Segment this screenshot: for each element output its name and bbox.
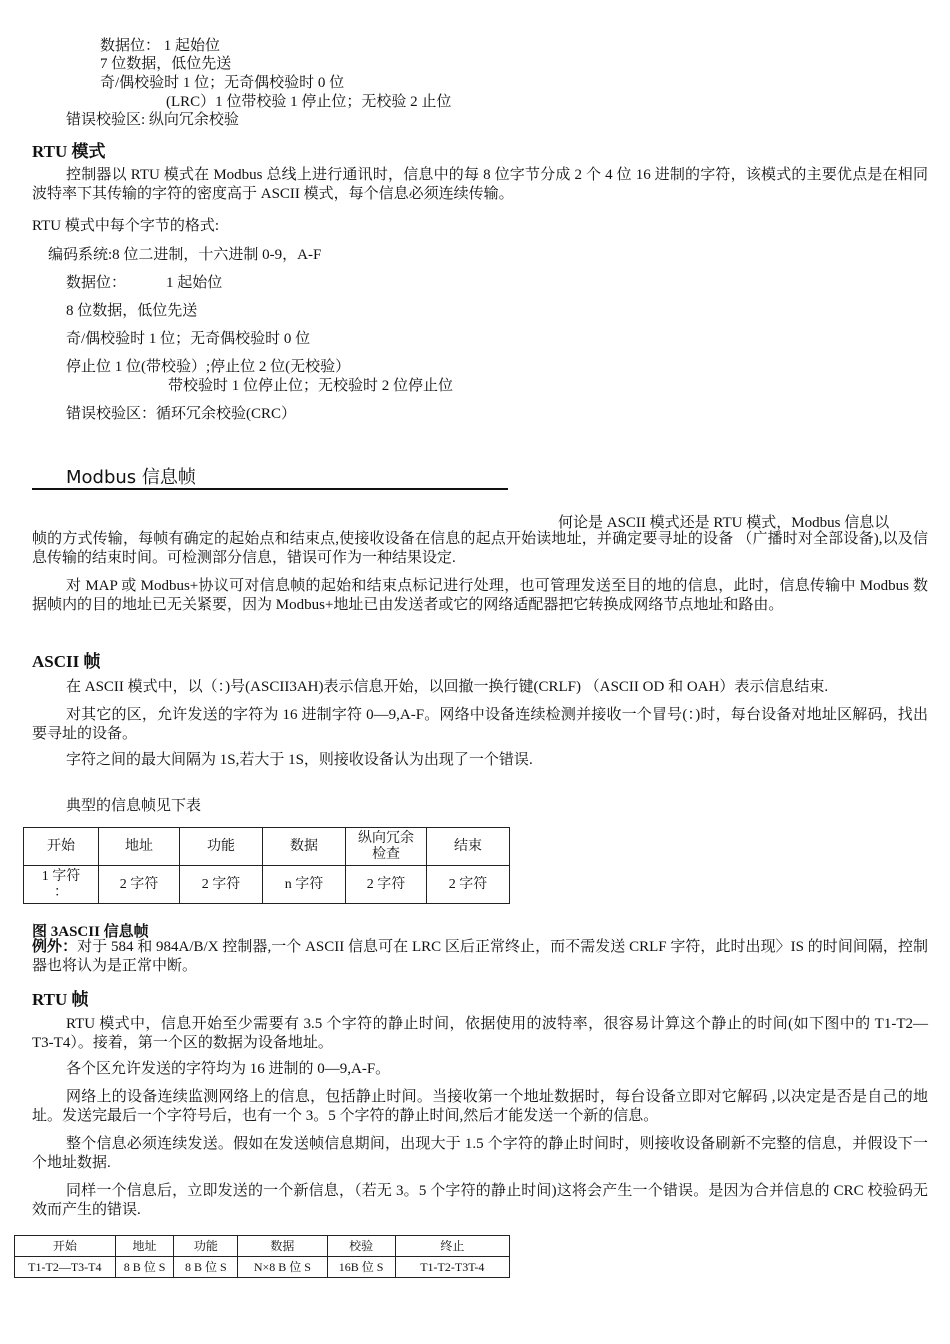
table-cell: 2 字符 [99,866,180,904]
ascii-parity: 奇/偶校验时 1 位；无奇偶校验时 0 位 [100,75,345,91]
ascii-data-bits: 数据位： 1 起始位 [100,38,221,54]
table-cell: 8 B 位 S [115,1257,174,1278]
table-row [24,866,510,904]
table-cell: 开始 [15,1236,116,1257]
table-cell: 2 字符 [346,866,427,904]
rtu-frame-para1: RTU 模式中，信息开始至少需要有 3.5 个字符的静止时间，依据使用的波特率，很容易计算这个静止的时间(如下图中的 T1-T2—T3-T4）。接着，第一个区的数据为设备地址。 [32,1016,928,1051]
ascii-7bit-data: 7 位数据，低位先送 [100,56,232,72]
table-cell: 开始 [24,828,99,866]
table-cell: 结束 [427,828,510,866]
table-cell: T1-T2—T3-T4 [15,1257,116,1278]
ascii-error-check: 错误校验区: 纵向冗余校验 [66,112,239,128]
table-cell: T1-T2-T3T-4 [395,1257,509,1278]
rtu-encoding: 编码系统:8 位二进制，十六进制 0-9，A-F [48,247,322,263]
table-cell: 16B 位 S [327,1257,395,1278]
ascii-lrc-stop: (LRC）1 位带校验 1 停止位；无校验 2 止位 [166,94,452,110]
ascii-frame-para1: 在 ASCII 模式中，以（：)号(ASCII3AH)表示信息开始，以回撤一换行键(CRLF) （ASCII OD 和 OAH）表示信息结束. [66,679,829,695]
table-row [15,1257,510,1278]
rtu-format-title: RTU 模式中每个字节的格式: [32,218,220,234]
table-cell: 数据 [238,1236,327,1257]
rtu-mode-heading: RTU 模式 [32,142,106,161]
table-header-row [24,828,510,866]
ascii-frame-heading: ASCII 帧 [32,652,101,671]
rtu-mode-paragraph: 控制器以 RTU 模式在 Modbus 总线上进行通讯时，信息中的每 8 位字节分成 2 个 4 位 16 进制的字符，该模式的主要优点是在相同波特率下其传输的字符的密度高于 ASCII 模式，每个信息必须连续传输。 [32,167,928,202]
rtu-data-bits-label: 数据位： [66,275,127,291]
rtu-error-check: 错误校验区：循环冗余校验(CRC） [66,406,297,422]
rtu-frame-para2: 各个区允许发送的字符均为 16 进制的 0—9,A-F。 [66,1061,391,1077]
exception-text: 对于 584 和 984A/B/X 控制器,一个 ASCII 信息可在 LRC 区后正常终止，而不需发送 CRLF 字符，此时出现〉IS 的时间间隔，控制器也将认为是正常中断。 [32,939,928,974]
heading-underline [32,488,508,490]
ascii-frame-para3: 字符之间的最大间隔为 1S,若大于 1S，则接收设备认为出现了一个错误. [66,752,533,768]
table-cell: 功能 [180,828,263,866]
table-cell: 终止 [395,1236,509,1257]
table-cell: 8 B 位 S [174,1257,238,1278]
rtu-8bit-data: 8 位数据，低位先送 [66,303,198,319]
rtu-frame-table [14,1235,510,1278]
frame-paragraph-map: 对 MAP 或 Modbus+协议可对信息帧的起始和结束点标记进行处理，也可管理发送至目的地的信息，此时，信息传输中 Modbus 数据帧内的目的地址已无关紧要，因为 Modbus+地址已由发送者或它的网络适配器把它转换成网络节点地址和路由。 [32,578,928,613]
rtu-stop-bits: 停止位 1 位(带校验）;停止位 2 位(无校验） [66,359,351,375]
rtu-frame-para4: 整个信息必须连续发送。假如在发送帧信息期间，出现大于 1.5 个字符的静止时间时，则接收设备刷新不完整的信息，并假设下一个地址数据. [32,1136,928,1171]
exception-label: 例外： [32,939,78,955]
table-cell: 纵向冗余 检查 [346,828,427,866]
exception-paragraph [32,938,928,976]
table-cell: 2 字符 [180,866,263,904]
modbus-frame-heading: Modbus 信息帧 [66,467,196,488]
frame-paragraph-start: 何论是 ASCII 模式还是 RTU 模式，Modbus 信息以 [558,515,890,531]
table-cell: 2 字符 [427,866,510,904]
table-cell: 地址 [99,828,180,866]
table-cell: N×8 B 位 S [238,1257,327,1278]
rtu-data-bits-value: 1 起始位 [166,275,223,291]
rtu-stop-bits-detail: 带校验时 1 位停止位；无校验时 2 位停止位 [168,378,454,394]
rtu-frame-heading: RTU 帧 [32,990,89,1009]
rtu-frame-para5: 同样一个信息后，立即发送的一个新信息，（若无 3。5 个字符的静止时间)这将会产生一个错误。是因为合并信息的 CRC 校验码无效而产生的错误. [32,1183,928,1218]
table-header-row [15,1236,510,1257]
frame-paragraph-rest: 帧的方式传输，每帧有确定的起始点和结束点,使接收设备在信息的起点开始读地址，并确定要寻址的设备 （广播时对全部设备),以及信息传输的结束时间。可检测部分信息，错误可作为一种结果设定. [32,531,928,566]
rtu-frame-para3: 网络上的设备连续监测网络上的信息，包括静止时间。当接收第一个地址数据时，每台设备立即对它解码 ,以决定是否是自己的地址。发送完最后一个字符号后，也有一个 3。5 个字符的静止时间,然后才能发送一个新的信息。 [32,1089,928,1124]
table-cell: n 字符 [263,866,346,904]
table-cell: 地址 [115,1236,174,1257]
rtu-parity: 奇/偶校验时 1 位；无奇偶校验时 0 位 [66,331,311,347]
ascii-table-intro: 典型的信息帧见下表 [66,798,202,814]
figure-caption: 图 3ASCII 信息帧 [32,924,149,940]
table-cell: 数据 [263,828,346,866]
ascii-frame-table [23,827,510,904]
table-cell: 功能 [174,1236,238,1257]
ascii-frame-para2: 对其它的区，允许发送的字符为 16 进制字符 0—9,A-F。网络中设备连续检测并接收一个冒号(：)时，每台设备对地址区解码，找出要寻址的设备。 [32,707,928,742]
table-cell: 校验 [327,1236,395,1257]
table-cell: 1 字符 ： [24,866,99,904]
